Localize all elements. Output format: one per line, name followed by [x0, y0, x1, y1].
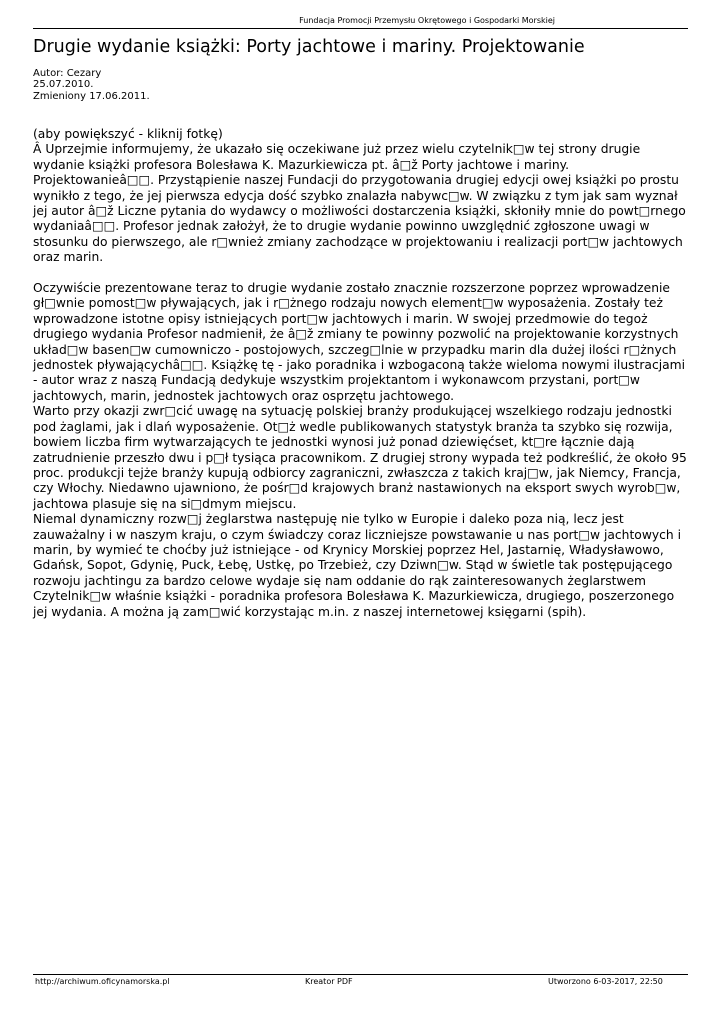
footer-created-date: Utworzono 6-03-2017, 22:50 — [548, 977, 663, 986]
article-body — [33, 127, 688, 620]
article-published-date: 25.07.2010. — [33, 79, 94, 91]
header-organization: Fundacja Promocji Przemysłu Okrętowego i Gospodarki Morskiej — [299, 16, 555, 25]
article-meta — [33, 68, 150, 102]
article-paragraph: Oczywiście prezentowane teraz to drugie wydanie zostało znacznie rozszerzone poprzez wprowadzenie gł□wnie pomost□w pływających, jak i r□żnego rodzaju nowych element□w wyposażenia. Zostały też wprowadzone istotne opisy istniejących port□w jachtowych i marin. W swojej przedmowie do tegoż drugiego wydania Profesor nadmienił, że â□ž zmiany te powinny pozwolić na projektowanie korzystnych układ□w basen□w cumowniczo - postojowych, szczeg□lnie w przypadku marin dla dużej ilości r□żnych jednostek pływającychâ□□. Książkę tę - jako poradnika i wzbogaconą także wieloma nowymi ilustracjami - autor wraz z naszą Fundacją dedykuje wszystkim projektantom i wykonawcom przystani, port□w jachtowych, marin, jednostek jachtowych oraz osprzętu jachtowego. Warto przy okazji zwr□cić uwagę na sytuację polskiej branży produkującej wszelkiego rodzaju jednostki pod żaglami, jak i dlań wyposażenie. Ot□ż wedle publikowanych statystyk branża ta szybko się rozwija, bowiem liczba firm wytwarzających te jednostki wynosi już ponad dziewięćset, kt□re łącznie dają zatrudnienie przeszło dwu i p□ł tysiąca pracownikom. Z drugiej strony wypada też podkreślić, że około 95 proc. produkcji tejże branży kupują odbiorcy zagraniczni, zwłaszcza z takich kraj□w, jak Niemcy, Francja, czy Włochy. Niedawno ujawniono, że pośr□d krajowych branż nastawionych na eksport swych wyrob□w, jachtowa plasuje się na si□dmym miejscu. Niemal dynamiczny rozw□j żeglarstwa następuję nie tylko w Europie i daleko poza nią, lecz jest zauważalny i w naszym kraju, o czym świadczy coraz liczniejsze powstawanie u nas port□w jachtowych i marin, by wymieć te choćby już istniejące - od Krynicy Morskiej poprzez Hel, Jastarnię, Władysławowo, Gdańsk, Sopot, Gdynię, Puck, Łebę, Ustkę, po Trzebież, czy Dziwn□w. Stąd w świetle tak postępującego rozwoju jachtingu za bardzo celowe wydaje się nam oddanie do rąk zainteresowanych żeglarstwem Czytelnik□w właśnie książki - poradnika profesora Bolesława K. Mazurkiewicza, drugiego, poszerzonego jej wydania. A można ją zam□wić korzystając m.in. z naszej internetowej księgarni (spih). — [33, 281, 687, 619]
article-author: Autor: Cezary — [33, 68, 102, 79]
footer-url: http://archiwum.oficynamorska.pl — [35, 977, 170, 986]
footer-generator: Kreator PDF — [305, 977, 353, 986]
article-modified-date: Zmieniony 17.06.2011. — [33, 90, 150, 102]
footer-divider — [33, 974, 688, 975]
header-divider — [33, 28, 688, 29]
article-title: Drugie wydanie książki: Porty jachtowe i mariny. Projektowanie — [33, 37, 585, 57]
article-paragraph: (aby powiększyć - kliknij fotkę) Â Uprzejmie informujemy, że ukazało się oczekiwane już przez wielu czytelnik□w tej strony drugie wydanie książki profesora Bolesława K. Mazurkiewicza pt. â□ž Porty jachtowe i mariny. Projektowanieâ□□. Przystąpienie naszej Fundacji do przygotowania drugiej edycji owej książki po prostu wynikło z tego, że jej pierwsza edycja dość szybko znalazła nabywc□w. W związku z tym jak sam wyznał jej autor â□ž Liczne pytania do wydawcy o możliwości dostarczenia książki, skłoniły mnie do powt□rnego wydaniaâ□□. Profesor jednak założył, że to drugie wydanie powinno uwzględnić zgłoszone uwagi w stosunku do pierwszego, ale r□wnież zmiany zachodzące w projektowaniu i realizacji port□w jachtowych oraz marin. — [33, 127, 686, 265]
